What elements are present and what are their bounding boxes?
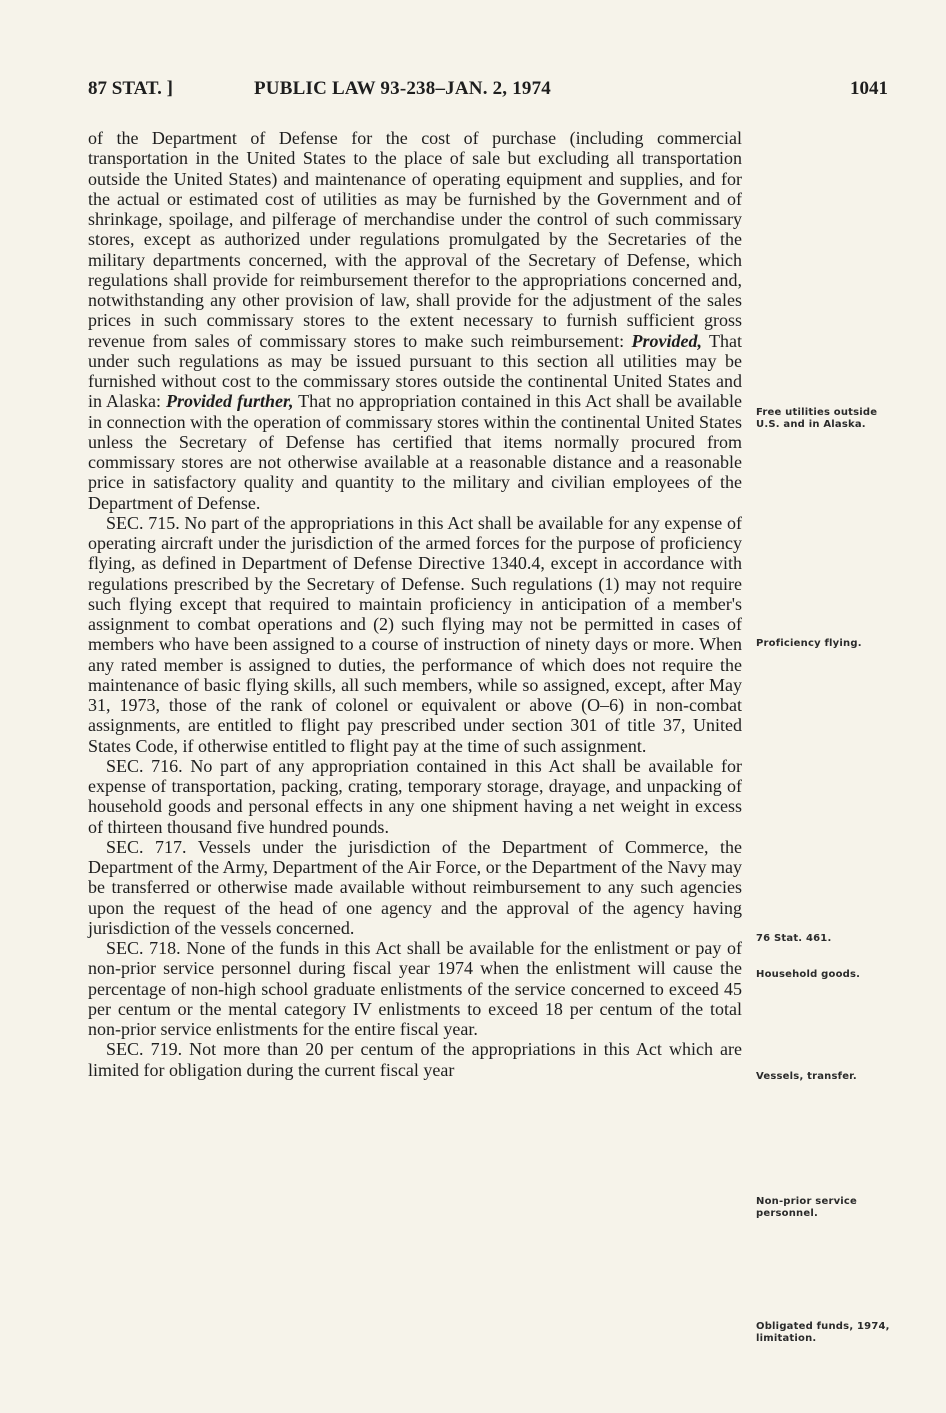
section-716: SEC. 716. No part of any appropriation contained in this Act shall be available for expense of transportation, packing, crating, temporary storage, drayage, and unpacking of household goods and personal effects in any one shipment having a net weight in excess of thirteen thousand five hundred pounds. — [88, 755, 742, 837]
margin-note-free-utilities: Free utilities outside U.S. and in Alaska. — [756, 407, 878, 430]
margin-note-household-goods: Household goods. — [756, 969, 861, 980]
margin-note-vessels-transfer: Vessels, transfer. — [756, 1071, 857, 1082]
page-header — [88, 78, 888, 104]
section-719: SEC. 719. Not more than 20 per centum of the appropriations in this Act which are limited for obligation during the current fiscal year — [88, 1039, 742, 1080]
margin-note-stat-reference: 76 Stat. 461. — [756, 933, 832, 944]
statute-reference: 87 STAT. ] — [88, 78, 173, 99]
proviso-provided-further: Provided further, — [166, 391, 294, 412]
running-title: PUBLIC LAW 93-238–JAN. 2, 1974 — [254, 78, 552, 99]
proviso-provided: Provided, — [631, 330, 702, 351]
paragraph-commissary-continued — [88, 128, 742, 513]
section-715: SEC. 715. No part of the appropriations in this Act shall be available for any expense of operating aircraft under the jurisdiction of the armed forces for the purpose of proficiency flying, as defined in Department of Defense Directive 1340.4, except in accordance with regulations prescribed by the Secretary of Defense. Such regulations (1) may not require such flying except that required to maintain proficiency in anticipation of a member's assignment to combat operations and (2) such flying may not be permitted in cases of members who have been assigned to a course of instruction of ninety days or more. When any rated member is assigned to duties, the performance of which does not require the maintenance of basic flying skills, all such members, while so assigned, except, after May 31, 1973, those of the rank of colonel or equivalent or above (O–6) in non-combat assignments, are entitled to flight pay prescribed under section 301 of title 37, United States Code, if otherwise entitled to flight pay at the time of such assignment. — [88, 512, 742, 756]
commissary-text-a: of the Department of Defense for the cost of purchase (including commercial transportation in the United States to the place of sale but excluding all transportation outside the United States) and maintenance of operating equipment and supplies, and for the actual or estimated cost of utilities as may be furnished by the Government and of shrinkage, spoilage, and pilferage of merchandise under the control of such commissary stores, except as authorized under regulations promulgated by the Secretaries of the military departments concerned, with the approval of the Secretary of Defense, which regulations shall provide for reimbursement therefor to the appropriations concerned and, notwithstanding any other provision of law, shall provide for the adjustment of the sales prices in such commissary stores to the extent necessary to furnish sufficient gross revenue from sales of commissary stores to make such reimbursement: — [88, 128, 742, 351]
page-number: 1041 — [850, 78, 888, 99]
margin-note-non-prior-service: Non-prior service personnel. — [756, 1196, 858, 1219]
section-717: SEC. 717. Vessels under the jurisdiction of the Department of Commerce, the Department of the Army, Department of the Air Force, or the Department of the Navy may be transferred or otherwise made available without reimbursement to any such agencies upon the request of the head of one agency and the approval of the agency having jurisdiction of the vessels concerned. — [88, 836, 742, 938]
body-text — [88, 128, 742, 1080]
commissary-text-b: That under such regulations as may be issued pursuant to this section all utilities may be furnished without cost to the commissary stores outside the continental United States and in Alaska: — [88, 330, 743, 412]
margin-note-proficiency-flying: Proficiency flying. — [756, 638, 862, 649]
margin-note-obligated-funds: Obligated funds, 1974, limitation. — [756, 1321, 890, 1344]
section-718: SEC. 718. None of the funds in this Act shall be available for the enlistment or pay of non-prior service personnel during fiscal year 1974 when the enlistment will cause the percentage of non-high school graduate enlistments of the service concerned to exceed 45 per centum or the mental category IV enlistments to exceed 18 per centum of the total non-prior service enlistments for the entire fiscal year. — [88, 938, 742, 1039]
commissary-text-c: That no appropriation contained in this Act shall be available in connection with the operation of commissary stores within the continental United States unless the Secretary of Defense has certified that items normally procured from commissary stores are not otherwise available at a reasonable distance and a reasonable price in satisfactory quality and quantity to the military and civilian employees of the Department of Defense. — [88, 391, 742, 513]
